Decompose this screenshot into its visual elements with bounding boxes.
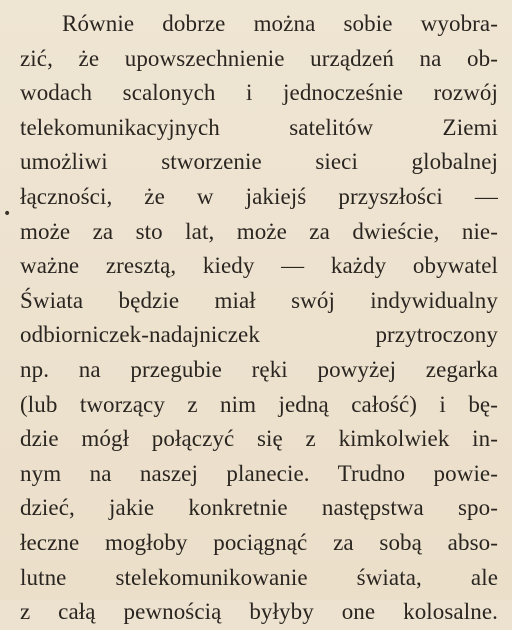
margin-mark: • bbox=[3, 206, 12, 222]
text-line: odbiorniczek-nadajniczek przytroczony bbox=[20, 322, 498, 348]
text-line: może za sto lat, może za dwieście, nie- bbox=[20, 218, 498, 244]
text-line: ważne zresztą, kiedy — każdy obywatel bbox=[20, 253, 498, 279]
text-line: Równie dobrze można sobie wyobra- bbox=[62, 11, 498, 36]
text-line: dzieć, jakie konkretnie następstwa spo- bbox=[20, 495, 498, 521]
text-line: łeczne mogłoby pociągnąć za sobą abso- bbox=[20, 529, 498, 555]
text-line: nym na naszej planecie. Trudno powie- bbox=[20, 460, 498, 486]
text-line: z całą pewnością byłyby one kolosalne. bbox=[20, 599, 498, 625]
text-line: telekomunikacyjnych satelitów Ziemi bbox=[20, 114, 498, 140]
text-line: dzie mógł połączyć się z kimkolwiek in- bbox=[20, 426, 498, 452]
text-paragraph bbox=[20, 7, 498, 630]
text-line: umożliwi stworzenie sieci globalnej bbox=[20, 149, 498, 175]
text-line: zić, że upowszechnienie urządzeń na ob- bbox=[20, 45, 498, 71]
text-line: (lub tworzący z nim jedną całość) i bę- bbox=[20, 391, 498, 417]
text-line: np. na przegubie ręki powyżej zegarka bbox=[20, 356, 498, 382]
text-line: wodach scalonych i jednocześnie rozwój bbox=[20, 80, 498, 106]
text-line: lutne stelekomunikowanie świata, ale bbox=[20, 564, 498, 590]
text-line: Świata będzie miał swój indywidualny bbox=[20, 287, 498, 313]
text-line: łączności, że w jakiejś przyszłości — bbox=[20, 183, 498, 209]
